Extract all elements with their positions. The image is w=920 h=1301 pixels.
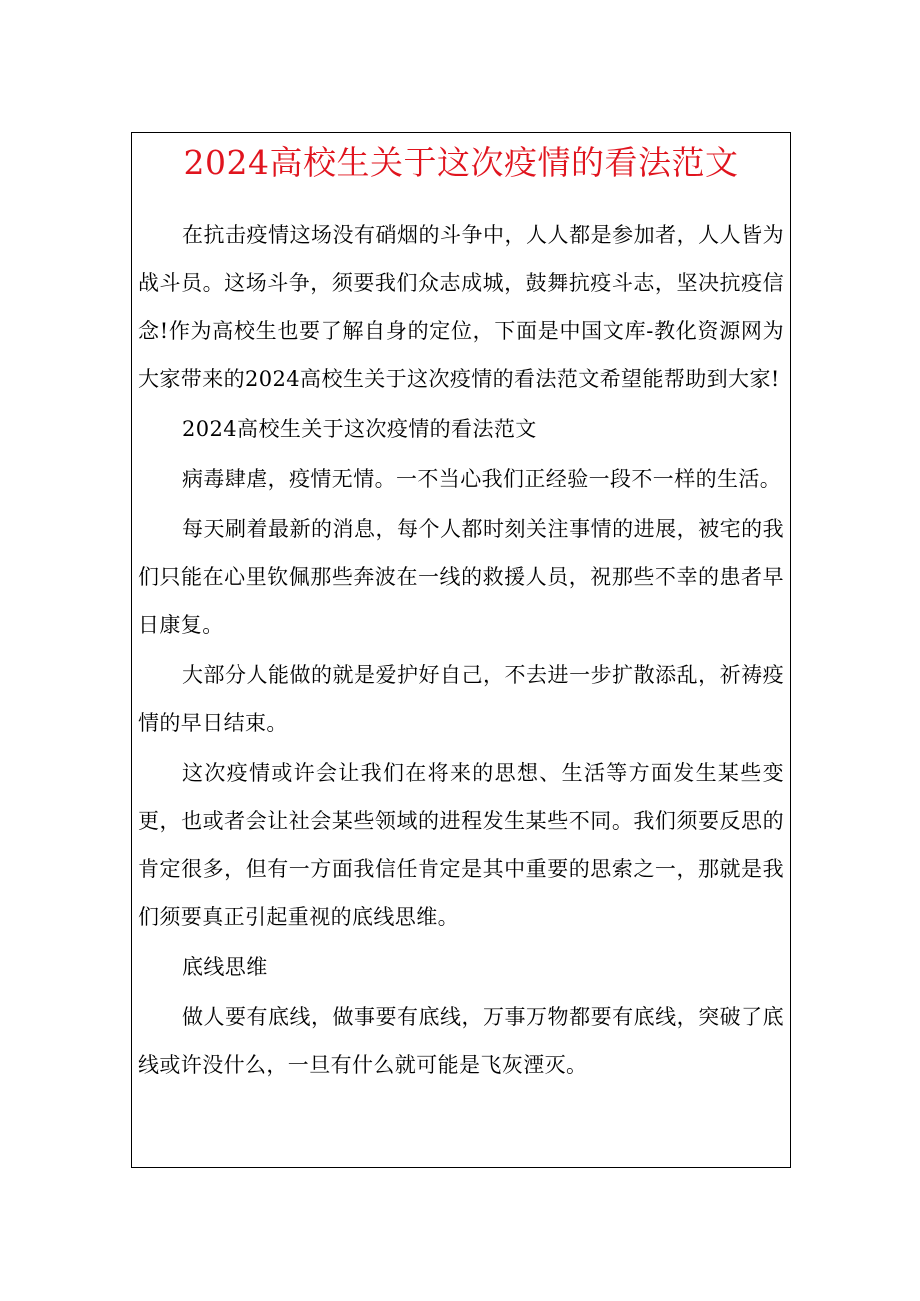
- document-title: 2024高校生关于这次疫情的看法范文: [183, 143, 739, 182]
- body-paragraph: 做人要有底线，做事要有底线，万事万物都要有底线，突破了底线或许没什么，一旦有什么就可能是飞灰湮灭。: [138, 1005, 784, 1077]
- intro-paragraph: 在抗击疫情这场没有硝烟的斗争中，人人都是参加者，人人皆为战斗员。这场斗争，须要我们众志成城，鼓舞抗疫斗志，坚决抗疫信念!作为高校生也要了解自身的定位，下面是中国文库-教化资源网为大家带来的2024高校生关于这次疫情的看法范文希望能帮助到大家!: [138, 223, 784, 391]
- document-frame: [131, 132, 791, 1168]
- body-paragraph: 这次疫情或许会让我们在将来的思想、生活等方面发生某些变更，也或者会让社会某些领域的进程发生某些不同。我们须要反思的肯定很多，但有一方面我信任肯定是其中重要的思索之一，那就是我们须要真正引起重视的底线思维。: [138, 761, 784, 929]
- body-paragraph: 大部分人能做的就是爱护好自己，不去进一步扩散添乱，祈祷疫情的早日结束。: [138, 663, 784, 735]
- body-paragraph: 病毒肆虐，疫情无情。一不当心我们正经验一段不一样的生活。: [182, 467, 782, 491]
- section-title: 2024高校生关于这次疫情的看法范文: [182, 417, 537, 441]
- subheading: 底线思维: [182, 955, 268, 979]
- body-paragraph: 每天刷着最新的消息，每个人都时刻关注事情的进展，被宅的我们只能在心里钦佩那些奔波在一线的救援人员，祝那些不幸的患者早日康复。: [138, 517, 784, 637]
- document-body: [138, 211, 784, 1091]
